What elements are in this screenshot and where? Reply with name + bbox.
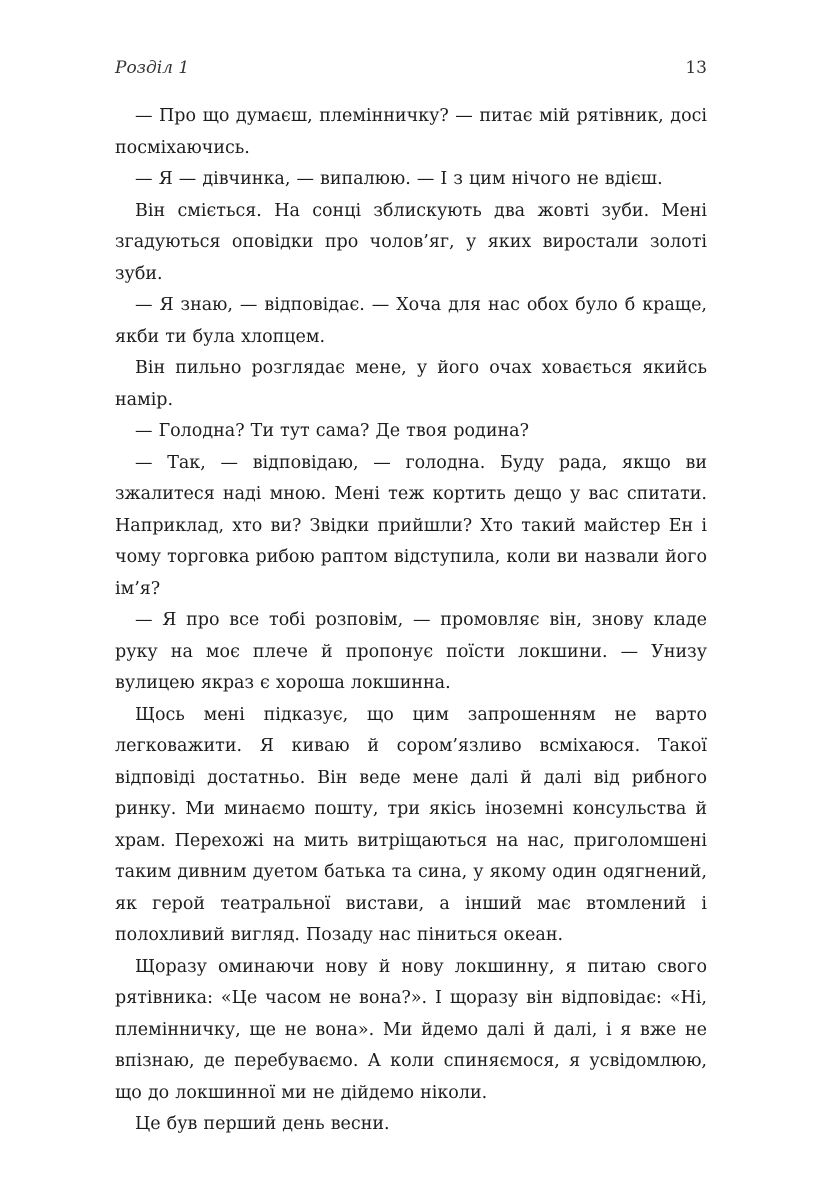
paragraph: Це був перший день весни. [135,1114,390,1134]
paragraph: — Про що думаєш, племінничку? — питає мій рятівник, досі посміхаючись. [115,106,707,158]
body-text [115,101,707,1141]
paragraph: — Так, — відповідаю, — голодна. Буду рада, якщо ви зжалитеся наді мною. Мені теж кортить дещо у вас спитати. Наприклад, хто ви? Звідки прийшли? Хто такий майстер Ен і чому торговка рибою раптом відступила, коли ви назвали його ім’я? [115,452,707,599]
paragraph: Він пильно розглядає мене, у його очах ховається якийсь намір. [115,358,707,410]
paragraph: — Я про все тобі розповім, — промовляє він, знову кладе руку на моє плече й пропонує поїсти локшини. — Унизу вулицею якраз є хороша локшинна. [115,610,707,693]
paragraph: Він сміється. На сонці зблискують два жовті зуби. Мені згадуються оповідки про чолов’яг, у яких виростали золоті зуби. [115,200,707,284]
paragraph: Щось мені підказує, що цим запрошенням не варто легковажити. Я киваю й сором’язливо всміхаюся. Такої відповіді достатньо. Він веде мене далі й далі від рибного ринку. Ми минаємо пошту, три якісь іноземні консульства й храм. Перехожі на мить витріщаються на нас, приголомшені таким дивним дуетом батька та сина, у якому один одягнений, як герой театральної вистави, а інший має втомлений і полохливий вигляд. Позаду нас піниться океан. [115,704,707,945]
paragraph: — Голодна? Ти тут сама? Де твоя родина? [135,421,529,441]
paragraph: — Я — дівчинка, — випалюю. — І з цим нічого не вдієш. [135,169,663,189]
paragraph: — Я знаю, — відповідає. — Хоча для нас обох було б краще, якби ти була хлопцем. [115,295,707,347]
page-number: 13 [685,58,707,78]
chapter-title: Розділ 1 [115,58,190,78]
paragraph: Щоразу оминаючи нову й нову локшинну, я питаю свого рятівника: «Це часом не вона?». І щоразу він відповідає: «Ні, племінничку, ще не вона». Ми йдемо далі й далі, і я вже не впізнаю, де перебуваємо. А коли спиняємося, я усвідомлюю, що до локшинної ми не дійдемо ніколи. [115,956,707,1103]
running-head [115,58,707,88]
